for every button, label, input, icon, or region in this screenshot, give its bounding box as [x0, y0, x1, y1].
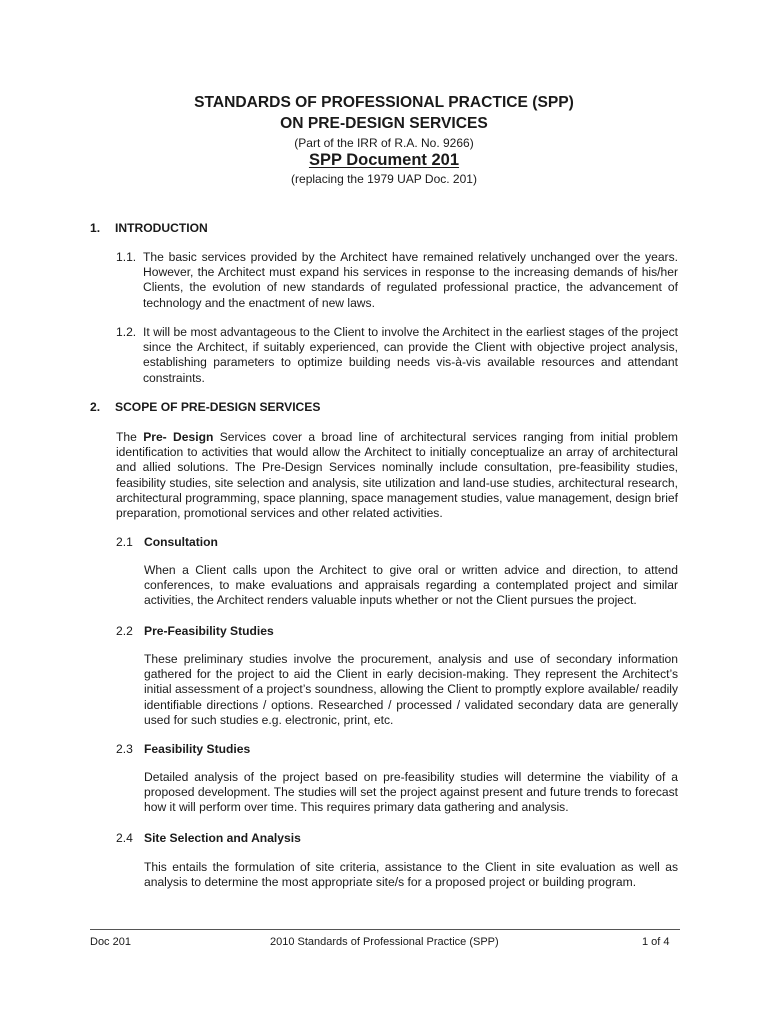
document-title-line1: STANDARDS OF PROFESSIONAL PRACTICE (SPP) [194, 94, 574, 111]
subsection-2-2-heading [116, 624, 274, 639]
subsection-2-4-number: 2.4 [116, 831, 133, 845]
footer-title: 2010 Standards of Professional Practice (SPP) [270, 936, 499, 948]
document-title-line2: ON PRE-DESIGN SERVICES [280, 115, 488, 132]
footer-rule [90, 929, 680, 930]
section-2-heading [90, 400, 320, 415]
clause-1-2 [116, 325, 678, 386]
section-1-title: INTRODUCTION [115, 221, 208, 235]
section-1-number: 1. [90, 221, 101, 235]
section-1-heading [90, 221, 208, 236]
subsection-2-1-number: 2.1 [116, 535, 133, 549]
subsection-2-2-title: Pre-Feasibility Studies [144, 624, 274, 638]
subsection-2-1-title: Consultation [144, 535, 218, 549]
section-2-title: SCOPE OF PRE-DESIGN SERVICES [115, 400, 321, 414]
clause-1-2-text: It will be most advantageous to the Client to involve the Architect in the earliest stages of the project since the Architect, if suitably experienced, can provide the Client with objective project analysis, establishing parameters to optimize building needs vis-à-vis available resources and attendant constraints. [143, 325, 678, 385]
clause-1-2-number: 1.2. [116, 325, 137, 339]
subsection-2-4-text: This entails the formulation of site criteria, assistance to the Client in site evaluation as well as analysis to determine the most appropriate site/s for a proposed project or building program. [144, 860, 678, 890]
clause-1-1-text: The basic services provided by the Architect have remained relatively unchanged over the years. However, the Architect must expand his services in response to the increasing demands of his/her Clients, the evolution of new standards of regulated professional practice, the advancement of technology and the enactment of new laws. [143, 250, 678, 310]
document-number [0, 150, 768, 170]
footer-doc-label: Doc 201 [90, 936, 131, 948]
subsection-2-3-number: 2.3 [116, 742, 133, 756]
section-2-intro-prefix: The [116, 430, 144, 444]
clause-1-1 [116, 250, 678, 311]
section-2-intro [116, 430, 678, 521]
subsection-2-4-title: Site Selection and Analysis [144, 831, 301, 845]
document-subnote: (Part of the IRR of R.A. No. 9266) [294, 136, 474, 150]
section-2-number: 2. [90, 400, 101, 414]
document-replacing-note: (replacing the 1979 UAP Doc. 201) [291, 172, 477, 186]
clause-1-1-number: 1.1. [116, 250, 137, 264]
footer-page-number: 1 of 4 [642, 936, 670, 948]
section-2-intro-bold: Pre- Design [143, 430, 214, 444]
subsection-2-3-text: Detailed analysis of the project based on pre-feasibility studies will determine the viability of a proposed development. The studies will set the project against present and future trends to forecast how it will perform over time. This requires primary data gathering and analysis. [144, 770, 678, 815]
document-number-text: SPP Document 201 [308, 151, 460, 169]
subsection-2-4-heading [116, 831, 301, 846]
subsection-2-1-heading [116, 535, 218, 550]
subsection-2-2-number: 2.2 [116, 624, 133, 638]
section-2-intro-rest: Services cover a broad line of architectural services ranging from initial problem identification to activities that would allow the Architect to initially conceptualize an array of architectural and allied solutions. The Pre-Design Services nominally include consultation, pre-feasibility studies, feasibility studies, site selection and analysis, site utilization and land-use studies, architectural research, architectural programming, space planning, space management studies, value management, design brief preparation, promotional services and other related activities. [116, 430, 679, 521]
subsection-2-3-heading [116, 742, 250, 757]
subsection-2-2-text: These preliminary studies involve the procurement, analysis and use of secondary information gathered for the project to aid the Client in early decision-making. They represent the Architect’s initial assessment of a project’s soundness, allowing the Client to promptly explore available/ readily identifiable directions / options. Researched / processed / validated secondary data are generally used for such studies e.g. electronic, print, etc. [144, 652, 678, 727]
subsection-2-3-title: Feasibility Studies [144, 742, 251, 756]
subsection-2-1-text: When a Client calls upon the Architect to give oral or written advice and direction, to attend conferences, to make evaluations and appraisals regarding a contemplated project and similar activities, the Architect renders valuable inputs whether or not the Client pursues the project. [144, 563, 678, 608]
